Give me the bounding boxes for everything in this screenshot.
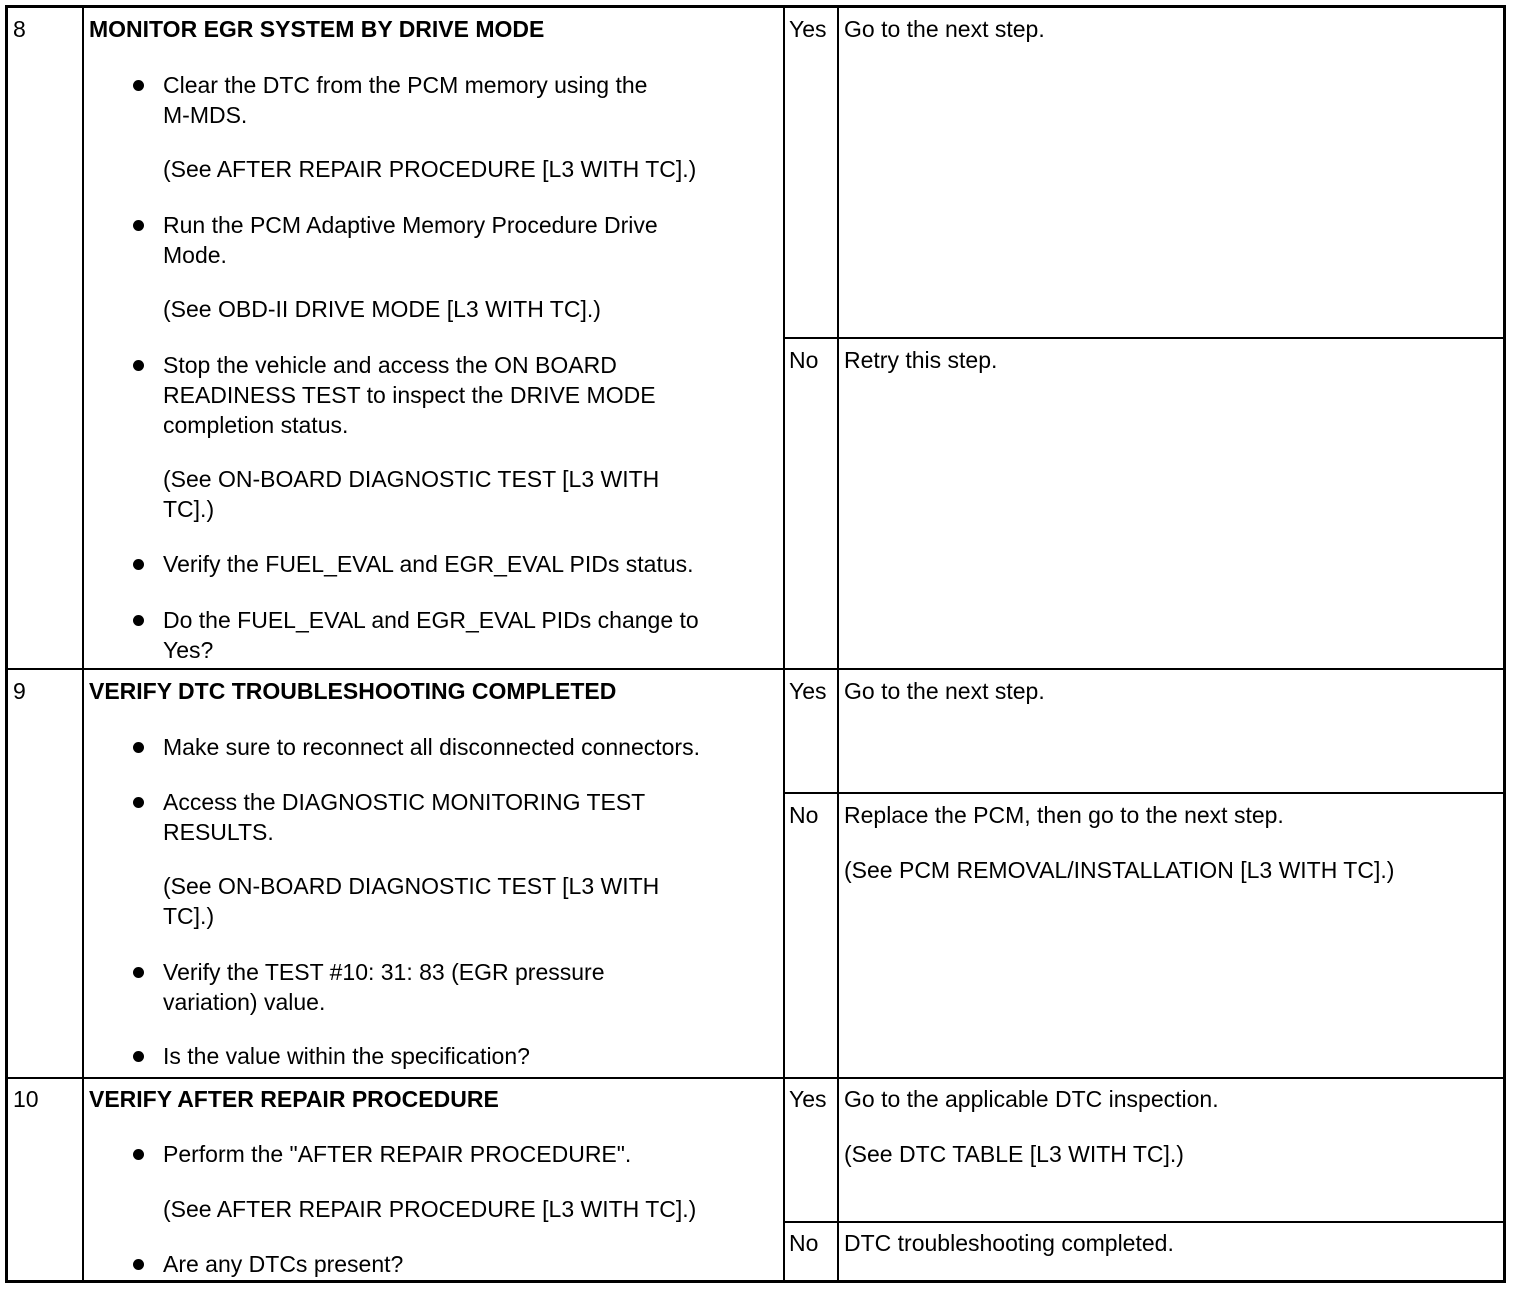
step-number: 10 — [13, 1086, 39, 1112]
step-number: 8 — [13, 16, 26, 42]
row-divider — [8, 668, 1504, 670]
yes-no-divider — [783, 792, 1504, 794]
no-action: Replace the PCM, then go to the next step. — [844, 802, 1284, 828]
no-label: No — [789, 347, 819, 373]
yes-action: Go to the next step. — [844, 16, 1045, 42]
bullet-icon — [133, 797, 144, 808]
see-reference: (See OBD-II DRIVE MODE [L3 WITH TC].) — [163, 296, 601, 322]
see-reference: (See ON-BOARD DIAGNOSTIC TEST [L3 WITH TC].) — [163, 873, 660, 929]
bullet-icon — [133, 80, 144, 91]
troubleshooting-table — [5, 5, 1506, 1283]
bullet-icon — [133, 360, 144, 371]
yes-label: Yes — [789, 1086, 827, 1112]
list-item: Perform the "AFTER REPAIR PROCEDURE". — [163, 1141, 632, 1167]
list-item: Run the PCM Adaptive Memory Procedure Drive Mode. — [163, 212, 658, 268]
bullet-icon — [133, 1259, 144, 1270]
bullet-icon — [133, 220, 144, 231]
yes-label: Yes — [789, 678, 827, 704]
step-title: VERIFY DTC TROUBLESHOOTING COMPLETED — [89, 678, 617, 704]
row-divider — [8, 1077, 1504, 1079]
list-item: Is the value within the specification? — [163, 1043, 530, 1069]
list-item: Make sure to reconnect all disconnected connectors. — [163, 734, 700, 760]
bullet-icon — [133, 615, 144, 626]
see-reference: (See ON-BOARD DIAGNOSTIC TEST [L3 WITH TC].) — [163, 466, 660, 522]
column-divider — [783, 8, 785, 1281]
list-item: Do the FUEL_EVAL and EGR_EVAL PIDs change to Yes? — [163, 607, 699, 663]
list-item: Verify the TEST #10: 31: 83 (EGR pressure variation) value. — [163, 959, 605, 1015]
yes-action: Go to the applicable DTC inspection. — [844, 1086, 1219, 1112]
yes-no-divider — [783, 1221, 1504, 1223]
yes-label: Yes — [789, 16, 827, 42]
yes-no-divider — [783, 337, 1504, 339]
yes-action: Go to the next step. — [844, 678, 1045, 704]
see-reference: (See PCM REMOVAL/INSTALLATION [L3 WITH TC].) — [844, 857, 1395, 883]
see-reference: (See DTC TABLE [L3 WITH TC].) — [844, 1141, 1184, 1167]
step-number: 9 — [13, 678, 26, 704]
no-action: DTC troubleshooting completed. — [844, 1230, 1174, 1256]
bullet-icon — [133, 1051, 144, 1062]
list-item: Access the DIAGNOSTIC MONITORING TEST RESULTS. — [163, 789, 646, 845]
see-reference: (See AFTER REPAIR PROCEDURE [L3 WITH TC].) — [163, 156, 697, 182]
no-action: Retry this step. — [844, 347, 998, 373]
column-divider — [837, 8, 839, 1281]
see-reference: (See AFTER REPAIR PROCEDURE [L3 WITH TC].) — [163, 1196, 697, 1222]
column-divider — [82, 8, 84, 1281]
bullet-icon — [133, 1149, 144, 1160]
step-title: VERIFY AFTER REPAIR PROCEDURE — [89, 1086, 499, 1112]
list-item: Verify the FUEL_EVAL and EGR_EVAL PIDs status. — [163, 551, 694, 577]
no-label: No — [789, 802, 819, 828]
list-item: Are any DTCs present? — [163, 1251, 404, 1277]
bullet-icon — [133, 742, 144, 753]
list-item: Stop the vehicle and access the ON BOARD READINESS TEST to inspect the DRIVE MODE completion status. — [163, 352, 656, 438]
bullet-icon — [133, 967, 144, 978]
step-title: MONITOR EGR SYSTEM BY DRIVE MODE — [89, 16, 545, 42]
bullet-icon — [133, 559, 144, 570]
no-label: No — [789, 1230, 819, 1256]
list-item: Clear the DTC from the PCM memory using the M-MDS. — [163, 72, 648, 128]
